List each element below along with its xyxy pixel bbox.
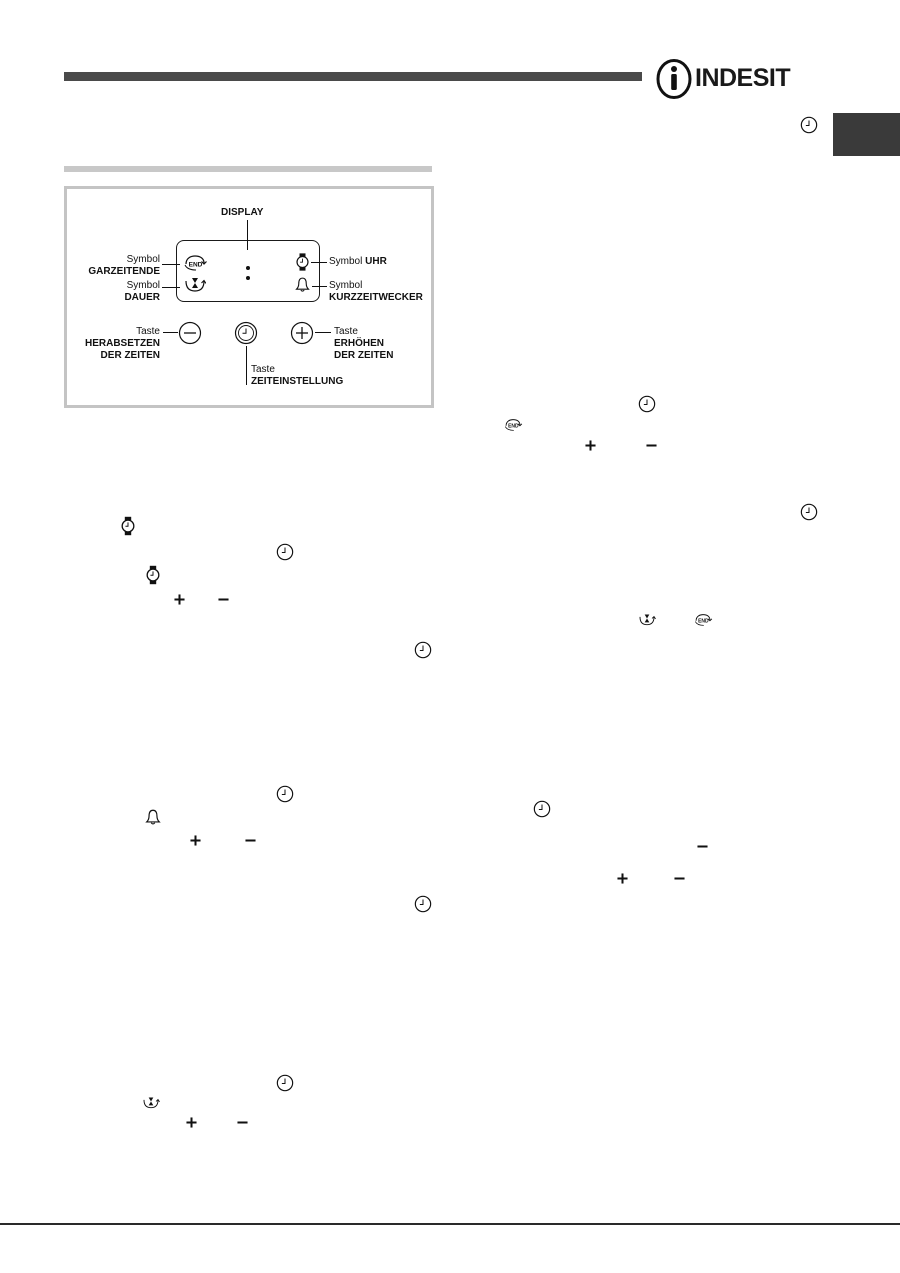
display-leader xyxy=(247,220,248,250)
end-symbol-icon xyxy=(503,418,523,432)
section-rule xyxy=(64,166,432,172)
uhr-word: UHR xyxy=(365,256,387,267)
zeiteinstellung-label: ZEITEINSTELLUNG xyxy=(251,376,344,387)
duration-symbol-icon xyxy=(638,613,656,627)
minus-leader xyxy=(163,332,178,333)
clock-button-icon xyxy=(276,1074,294,1092)
garzeitende-leader xyxy=(162,264,180,265)
plus-button-icon[interactable] xyxy=(290,321,314,345)
language-tab xyxy=(833,113,900,156)
dauer-leader xyxy=(162,287,180,288)
symbol-word: Symbol xyxy=(126,254,160,265)
clock-button-icon xyxy=(800,503,818,521)
kurzzeitwecker-leader xyxy=(312,286,327,287)
plus-icon xyxy=(174,594,185,605)
erhoehen-label-line2: DER ZEITEN xyxy=(334,350,394,361)
kurzzeitwecker-label: KURZZEITWECKER xyxy=(329,292,423,303)
plus-icon xyxy=(186,1117,197,1128)
footer-rule xyxy=(0,1223,900,1225)
symbol-word: Symbol xyxy=(126,280,160,291)
symbol-word: Symbol xyxy=(329,280,363,291)
brand-name: INDESIT xyxy=(695,64,791,92)
herabsetzen-label-line2: DER ZEITEN xyxy=(100,350,160,361)
taste-word: Taste xyxy=(251,364,275,375)
display-colon-dot xyxy=(246,266,250,270)
clock-button-icon xyxy=(533,800,551,818)
indesit-logo xyxy=(655,56,835,102)
minus-button-icon[interactable] xyxy=(178,321,202,345)
minus-icon xyxy=(245,835,256,846)
clock-button-icon xyxy=(800,116,818,134)
clock-button-icon[interactable] xyxy=(234,321,258,345)
plus-icon xyxy=(190,835,201,846)
herabsetzen-label-line1: HERABSETZEN xyxy=(84,338,160,349)
dauer-label: DAUER xyxy=(124,292,160,303)
clock-button-icon xyxy=(638,395,656,413)
uhr-leader xyxy=(311,262,327,263)
minus-icon xyxy=(237,1117,248,1128)
plus-icon xyxy=(585,440,596,451)
erhoehen-label-line1: ERHÖHEN xyxy=(334,338,385,349)
bell-symbol-icon xyxy=(144,808,162,826)
clock-button-icon xyxy=(276,543,294,561)
clock-button-icon xyxy=(276,785,294,803)
uhr-label xyxy=(329,256,387,268)
watch-symbol-icon xyxy=(145,563,161,587)
display-label: DISPLAY xyxy=(221,207,264,218)
end-symbol-icon xyxy=(693,613,713,627)
watch-symbol-icon xyxy=(295,253,310,271)
minus-icon xyxy=(646,440,657,451)
duration-symbol-icon xyxy=(142,1096,160,1110)
duration-symbol-icon xyxy=(184,276,206,294)
display-colon-dot xyxy=(246,276,250,280)
plus-icon xyxy=(617,873,628,884)
minus-icon xyxy=(218,594,229,605)
symbol-word: Symbol xyxy=(329,256,363,267)
plus-leader xyxy=(315,332,331,333)
minus-icon xyxy=(697,841,708,852)
taste-word: Taste xyxy=(334,326,358,337)
clock-button-icon xyxy=(414,895,432,913)
zeiteinstellung-leader xyxy=(246,346,247,385)
taste-word: Taste xyxy=(136,326,160,337)
header-bar xyxy=(64,72,642,81)
end-symbol-icon xyxy=(182,254,208,272)
bell-symbol-icon xyxy=(294,276,311,293)
minus-icon xyxy=(674,873,685,884)
watch-symbol-icon xyxy=(120,513,136,539)
clock-button-icon xyxy=(414,641,432,659)
garzeitende-label: GARZEITENDE xyxy=(88,266,160,277)
logo-mark-icon xyxy=(655,58,693,100)
